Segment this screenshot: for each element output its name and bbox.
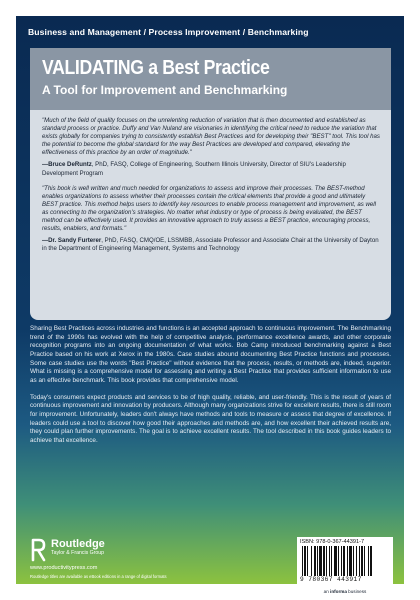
ebook-note: Routledge titles are available as eBook editions in a range of digital formats	[30, 574, 167, 579]
endorsements	[30, 110, 391, 253]
endorser-affiliation: , PhD, FASQ, College of Engineering, Southern Illinois University, Director of SIU's Leadership Development Program	[42, 161, 346, 177]
informa-suffix: business	[346, 589, 367, 594]
endorser-affiliation: , PhD, FASQ, CMQ/OE, LSSMBB, Associate Professor and Associate Chair at the University of Dayton in the Department of Engineering Management, Systems and Technology	[42, 237, 379, 253]
endorser-name: —Dr. Sandy Furterer	[42, 237, 102, 245]
routledge-logo-icon	[30, 538, 46, 562]
book-title: VALIDATING a Best Practice	[42, 56, 270, 79]
endorsement-attribution	[42, 161, 380, 177]
description-paragraph: Today's consumers expect products and services to be of high quality, reliable, and user-friendly. This is the result of years of continuous improvement and innovation by producers. Although many organizations strive for excellent results, there is still room for improvement. Unfortunately, leaders don't always have methods and tools to measure or assess that degree of excellence. If leaders could use a tool to discover how good their approaches and methods are, and how excellent their achieved results are, they could plan further improvements. The goal is to achieve excellent results. The tool described in this book guides leaders to achieve that excellence.	[30, 393, 391, 444]
title-header	[30, 48, 391, 110]
isbn-barcode-box	[297, 537, 393, 587]
publisher-block	[30, 538, 230, 579]
endorsement-panel	[30, 48, 391, 320]
series-line: Business and Management / Process Improvement / Benchmarking	[28, 27, 309, 37]
publisher-group: Taylor & Francis Group	[51, 550, 105, 556]
endorsement-quote: "Much of the field of quality focuses on the unrelenting reduction of variation that is then documented and established as standard process or practice. Duffy and Van Nuland are visionaries in identifying the critical need to reduce the variation that exists globally for companies trying to consistently establish Best Practices and for developing their "BEST" tool. This tool has the potential to become the global standard for the way Best Practices are developed and compared, elevating the effectiveness of this practice by an order of magnitude."	[42, 117, 380, 157]
informa-line	[297, 589, 393, 594]
informa-brand: informa	[330, 589, 347, 594]
endorsement-quote: "This book is well written and much needed for organizations to assess and improve their processes. The BEST-method enables organizations to assess whether their processes contain the critical elements that provide a good and ultimately BEST practice. This method helps users to identify key resources to enable process management and improvement, as well as connecting to the organization's strategies. No matter what industry or type of process is being evaluated, the BEST method can be effectively used. It provides an innovative approach to truly assess a BEST practice, encouraging process, results, enablers, and formats."	[42, 184, 376, 233]
description	[30, 325, 391, 454]
publisher-url: www.productivitypress.com	[30, 565, 98, 571]
publisher-name: Routledge	[51, 538, 105, 550]
back-cover	[16, 16, 404, 594]
description-paragraph: Sharing Best Practices across industries and functions is an accepted approach to continuous improvement. The Benchmarking trend of the 1990s has evolved with the help of competitive analysis, performance excellence awards, and other corporate recognition programs into an ongoing documentation of what works. Bob Camp introduced benchmarking against a Best Practice based on his work at Xerox in the 1980s. Case studies abound documenting Best Practice functions and processes. Some case studies use the words "Best Practice" without evidence that the process, results, or methods are, indeed, superior. What is missing is a comprehensive model for assessing and writing a Best Practice that provides sufficient information to use as an effective benchmark. This book provides that comprehensive model.	[30, 325, 391, 384]
book-subtitle: A Tool for Improvement and Benchmarking	[42, 83, 288, 97]
informa-prefix: an	[323, 589, 331, 594]
isbn-label: ISBN: 978-0-367-44391-7	[300, 539, 365, 545]
endorser-name: —Bruce DeRuntz	[42, 161, 92, 169]
endorsement-attribution	[42, 237, 380, 253]
barcode-icon	[300, 546, 390, 576]
barcode-digits: 9 780367 443917	[300, 576, 362, 583]
